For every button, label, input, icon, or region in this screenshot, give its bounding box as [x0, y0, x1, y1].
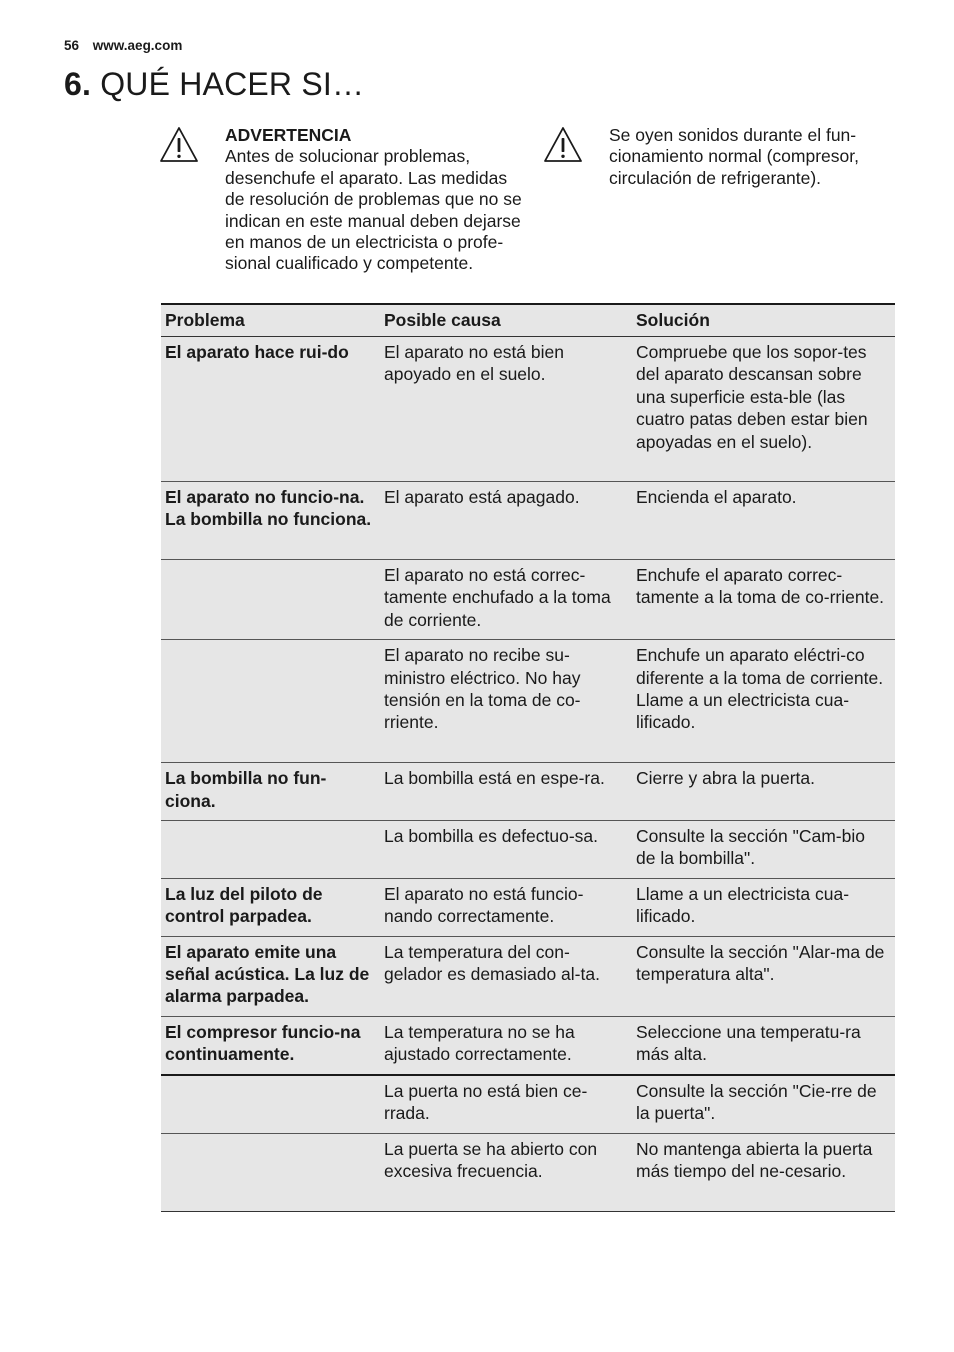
table-row: [161, 1016, 895, 1074]
section-number: 6.: [64, 66, 92, 102]
warning-triangle-icon: [543, 125, 583, 165]
cause-cell: La temperatura del con-gelador es demasiado al-ta.: [380, 936, 632, 1016]
problem-cell: El aparato hace rui-do: [161, 337, 380, 482]
warning-triangle-icon: [159, 125, 199, 165]
cause-cell: La bombilla es defectuo-sa.: [380, 821, 632, 879]
solution-cell: Enchufe el aparato correc-tamente a la toma de co-rriente.: [632, 560, 895, 640]
problem-cell: El aparato emite una señal acústica. La luz de alarma parpadea.: [161, 936, 380, 1016]
problem-cell: [161, 1133, 380, 1211]
table-row: [161, 337, 895, 482]
column-header-problema: Problema: [161, 304, 380, 337]
cause-cell: El aparato no está correc-tamente enchufado a la toma de corriente.: [380, 560, 632, 640]
problem-cell: El compresor funcio-na continuamente.: [161, 1016, 380, 1074]
problem-cell: El aparato no funcio-na. La bombilla no funciona.: [161, 482, 380, 560]
table-row: [161, 878, 895, 936]
solution-cell: Compruebe que los sopor-tes del aparato descansan sobre una superficie esta-ble (las cuatro patas deben estar bien apoyadas en el suelo).: [632, 337, 895, 482]
warning-text-1: [225, 125, 525, 275]
table-row: [161, 1075, 895, 1133]
table-row: [161, 640, 895, 763]
solution-line: Llame a un electricista cua-lificado.: [636, 690, 850, 733]
website-link[interactable]: www.aeg.com: [92, 38, 183, 53]
warning-body: Antes de solucionar problemas, desenchufe el aparato. Las medidas de resolución de problemas que no se indican en este manual deben dejarse en manos de un electricista o profe-sional cualificado y competente.: [225, 146, 522, 274]
table-row: [161, 763, 895, 821]
solution-cell: Consulte la sección "Cam-bio de la bombilla".: [632, 821, 895, 879]
section-title-text: QUÉ HACER SI…: [100, 66, 365, 102]
warning-text-2: [609, 125, 909, 189]
cause-cell: La bombilla está en espe-ra.: [380, 763, 632, 821]
troubleshooting-table: [161, 303, 895, 1212]
page-header: [64, 38, 182, 53]
solution-cell: Consulte la sección "Cie-rre de la puerta".: [632, 1075, 895, 1133]
table-row: [161, 1133, 895, 1211]
table-header-row: [161, 304, 895, 337]
table-row: [161, 821, 895, 879]
problem-cell: [161, 560, 380, 640]
solution-line: Enchufe un aparato eléctri-co diferente a la toma de corriente.: [636, 645, 884, 688]
solution-cell: Cierre y abra la puerta.: [632, 763, 895, 821]
problem-cell: [161, 821, 380, 879]
solution-cell: Consulte la sección "Alar-ma de temperatura alta".: [632, 936, 895, 1016]
solution-cell: No mantenga abierta la puerta más tiempo del ne-cesario.: [632, 1133, 895, 1211]
column-header-causa: Posible causa: [380, 304, 632, 337]
cause-cell: El aparato no está bien apoyado en el suelo.: [380, 337, 632, 482]
table-row: [161, 560, 895, 640]
cause-cell: El aparato no recibe su-ministro eléctrico. No hay tensión en la toma de co-rriente.: [380, 640, 632, 763]
cause-cell: El aparato está apagado.: [380, 482, 632, 560]
warning-title: ADVERTENCIA: [225, 125, 352, 145]
table-row: [161, 936, 895, 1016]
table-row: [161, 482, 895, 560]
section-title: [64, 66, 364, 103]
cause-cell: La puerta se ha abierto con excesiva frecuencia.: [380, 1133, 632, 1211]
cause-cell: El aparato no está funcio-nando correctamente.: [380, 878, 632, 936]
solution-cell: Llame a un electricista cua-lificado.: [632, 878, 895, 936]
problem-cell: La bombilla no fun-ciona.: [161, 763, 380, 821]
problem-cell: [161, 640, 380, 763]
problem-cell: [161, 1075, 380, 1133]
warning-body: Se oyen sonidos durante el fun-cionamiento normal (compresor, circulación de refrigerante).: [609, 125, 859, 188]
column-header-solucion: Solución: [632, 304, 895, 337]
solution-cell: [632, 640, 895, 763]
page-number: 56: [64, 38, 80, 53]
solution-cell: Encienda el aparato.: [632, 482, 895, 560]
cause-cell: La temperatura no se ha ajustado correctamente.: [380, 1016, 632, 1074]
solution-cell: Seleccione una temperatu-ra más alta.: [632, 1016, 895, 1074]
problem-cell: La luz del piloto de control parpadea.: [161, 878, 380, 936]
cause-cell: La puerta no está bien ce-rrada.: [380, 1075, 632, 1133]
